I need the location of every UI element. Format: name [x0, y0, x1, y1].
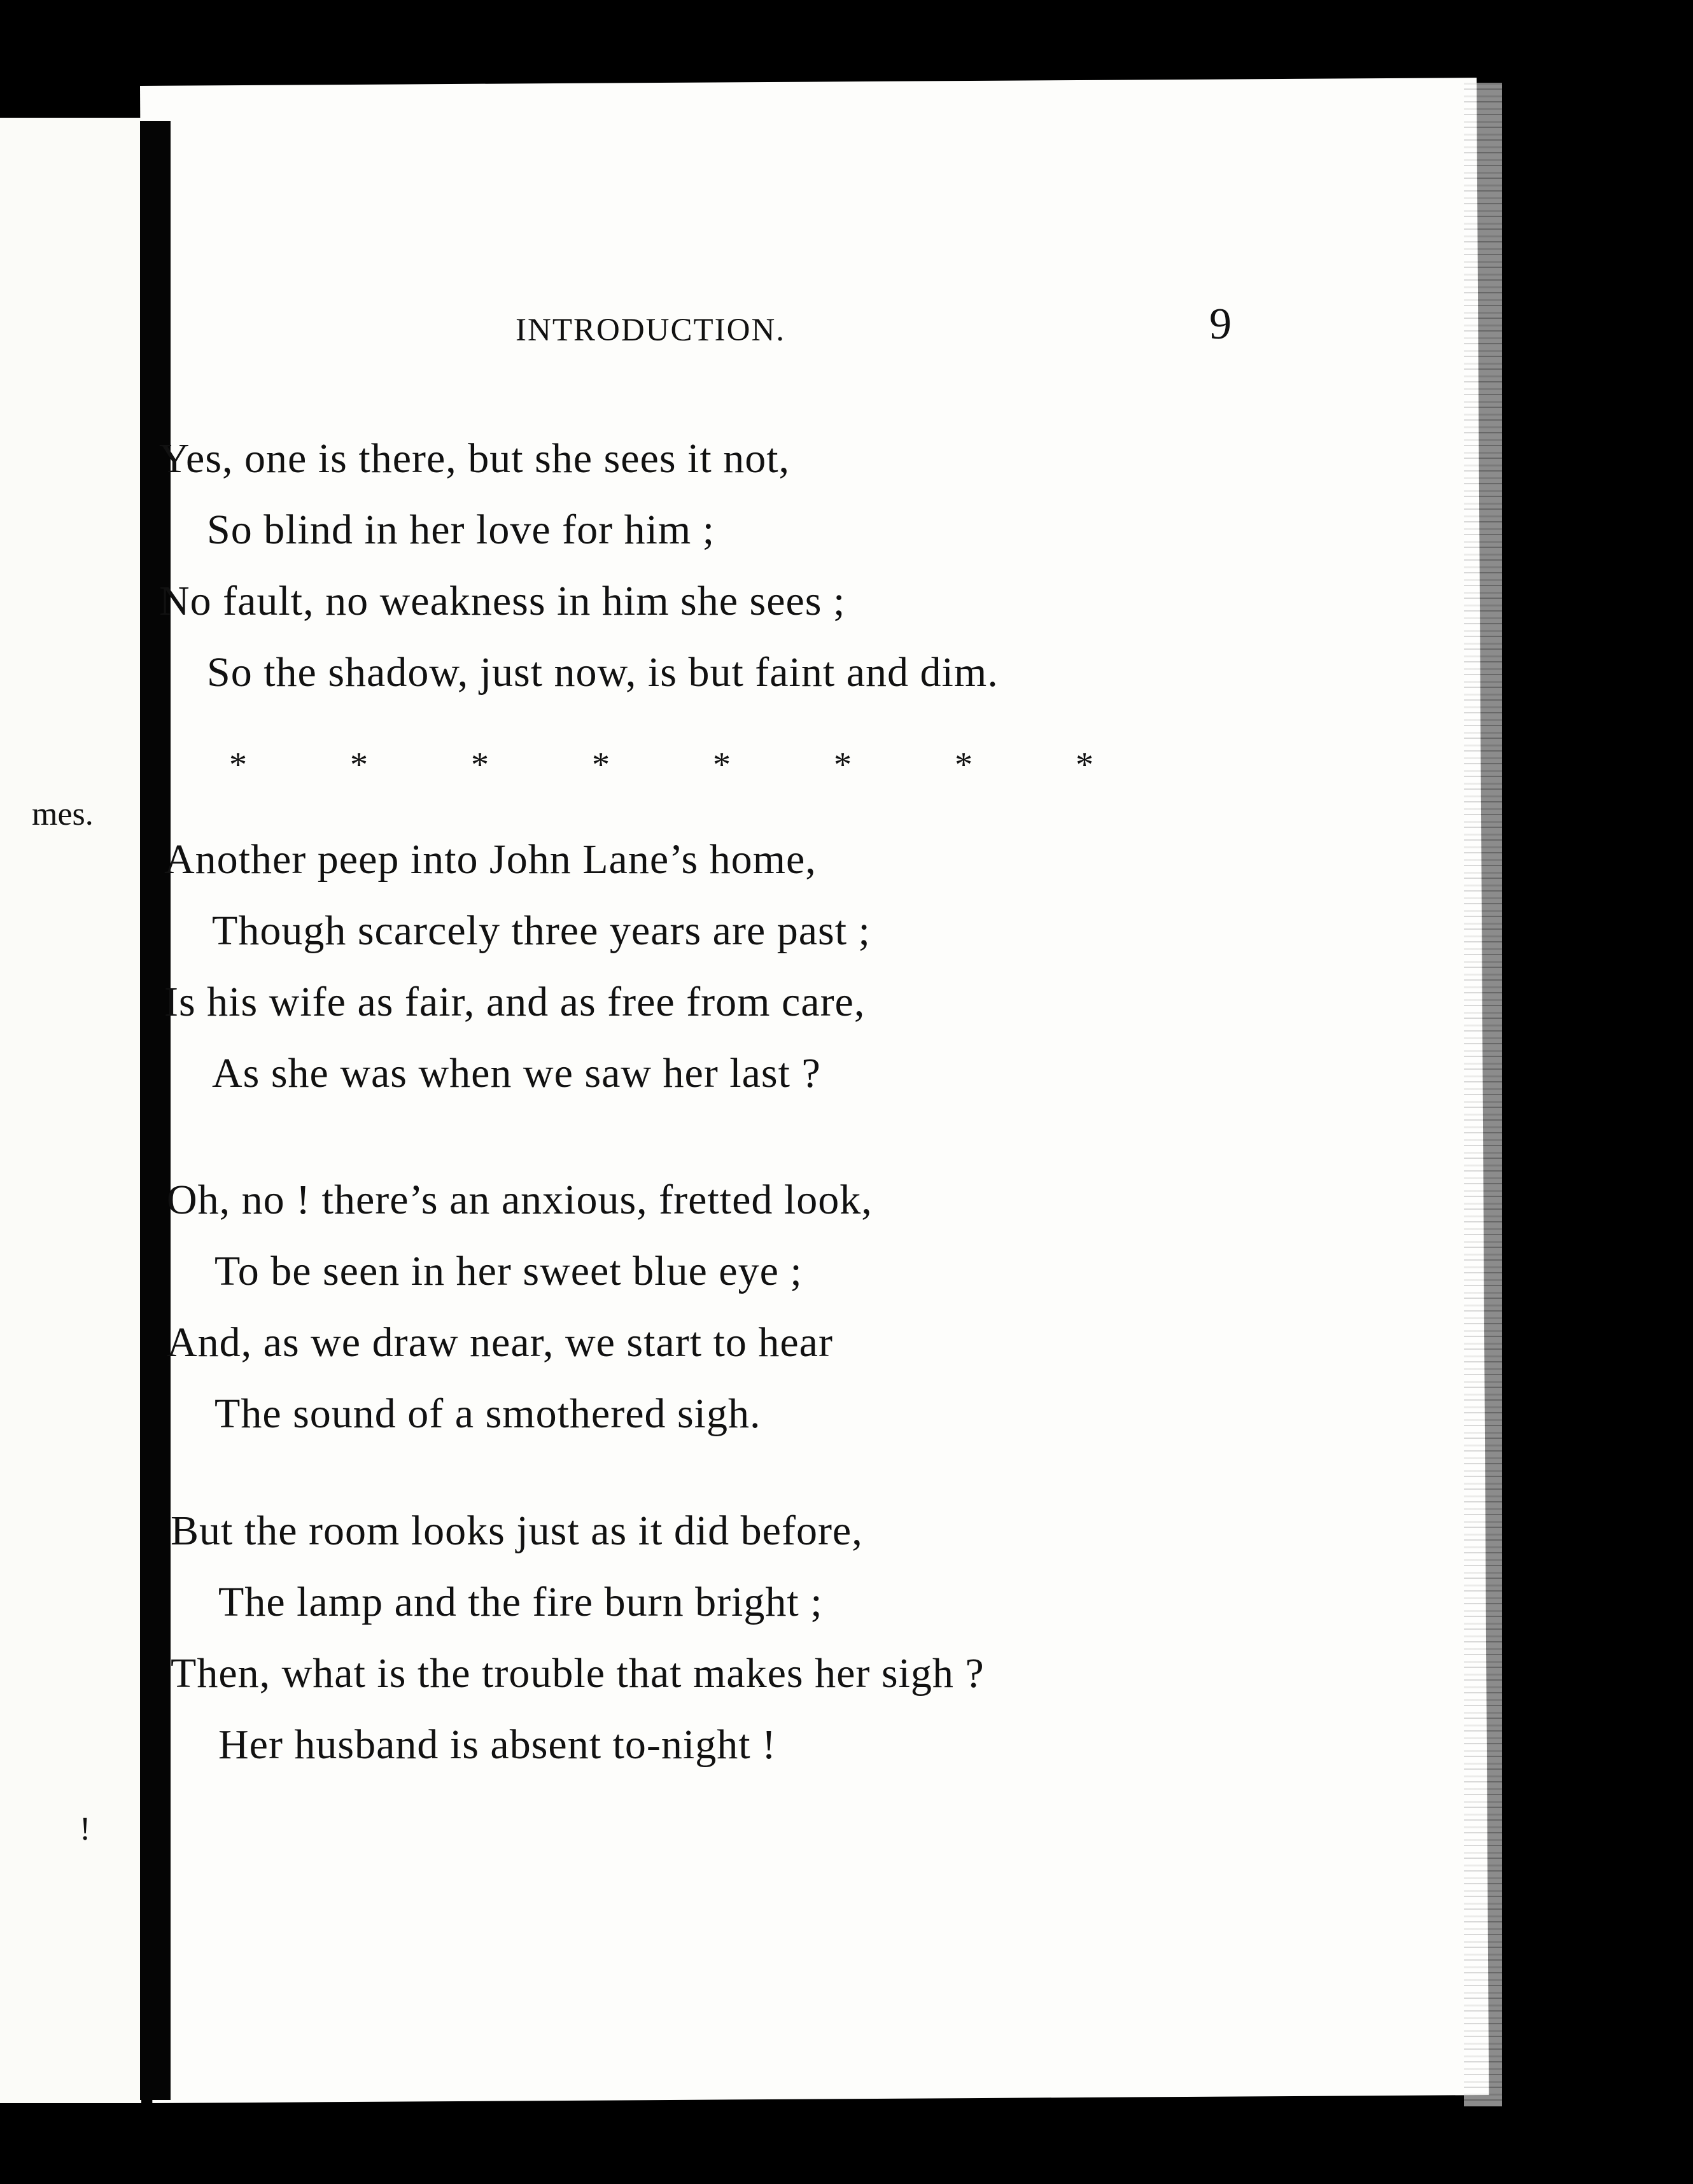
stanza-4 — [171, 1495, 985, 1781]
page-number: 9 — [1209, 300, 1232, 349]
asterisk: * — [592, 745, 610, 785]
section-separator — [229, 745, 1197, 785]
verse-line: Then, what is the trouble that makes her sigh ? — [171, 1650, 985, 1697]
verse-line: Yes, one is there, but she sees it not, — [159, 435, 790, 482]
verse-line: The sound of a smothered sigh. — [214, 1390, 761, 1437]
verse-line: But the room looks just as it did before, — [171, 1508, 863, 1554]
stanza-1 — [159, 423, 999, 708]
verse-line: Though scarcely three years are past ; — [212, 907, 871, 954]
asterisk: * — [350, 745, 368, 785]
asterisk: * — [471, 745, 489, 785]
asterisk: * — [229, 745, 247, 785]
verse-line: Is his wife as fair, and as free from care, — [164, 979, 866, 1025]
verse-line: So the shadow, just now, is but faint and dim. — [207, 649, 999, 696]
verse-line: The lamp and the fire burn bright ; — [218, 1579, 823, 1625]
adjacent-page-strip — [0, 118, 141, 2103]
verse-line: No fault, no weakness in him she sees ; — [159, 578, 846, 624]
running-header: INTRODUCTION. — [516, 312, 786, 348]
verse-line: So blind in her love for him ; — [207, 507, 715, 553]
verse-line: As she was when we saw her last ? — [212, 1050, 821, 1096]
page-edge — [1464, 83, 1502, 2106]
stanza-2 — [164, 824, 871, 1109]
asterisk: * — [713, 745, 731, 785]
asterisk: * — [1076, 745, 1093, 785]
verse-line: To be seen in her sweet blue eye ; — [214, 1248, 803, 1294]
asterisk: * — [834, 745, 852, 785]
verse-line: And, as we draw near, we start to hear — [167, 1319, 833, 1366]
verse-line: Another peep into John Lane’s home, — [164, 836, 817, 883]
adjacent-page-fragment: ! — [80, 1811, 91, 1847]
verse-line: Oh, no ! there’s an anxious, fretted look, — [167, 1177, 873, 1223]
page-gutter — [140, 121, 171, 2100]
verse-line: Her husband is absent to-night ! — [218, 1721, 777, 1768]
adjacent-page-fragment: mes. — [32, 796, 94, 832]
stanza-3 — [167, 1165, 873, 1450]
asterisk: * — [955, 745, 973, 785]
